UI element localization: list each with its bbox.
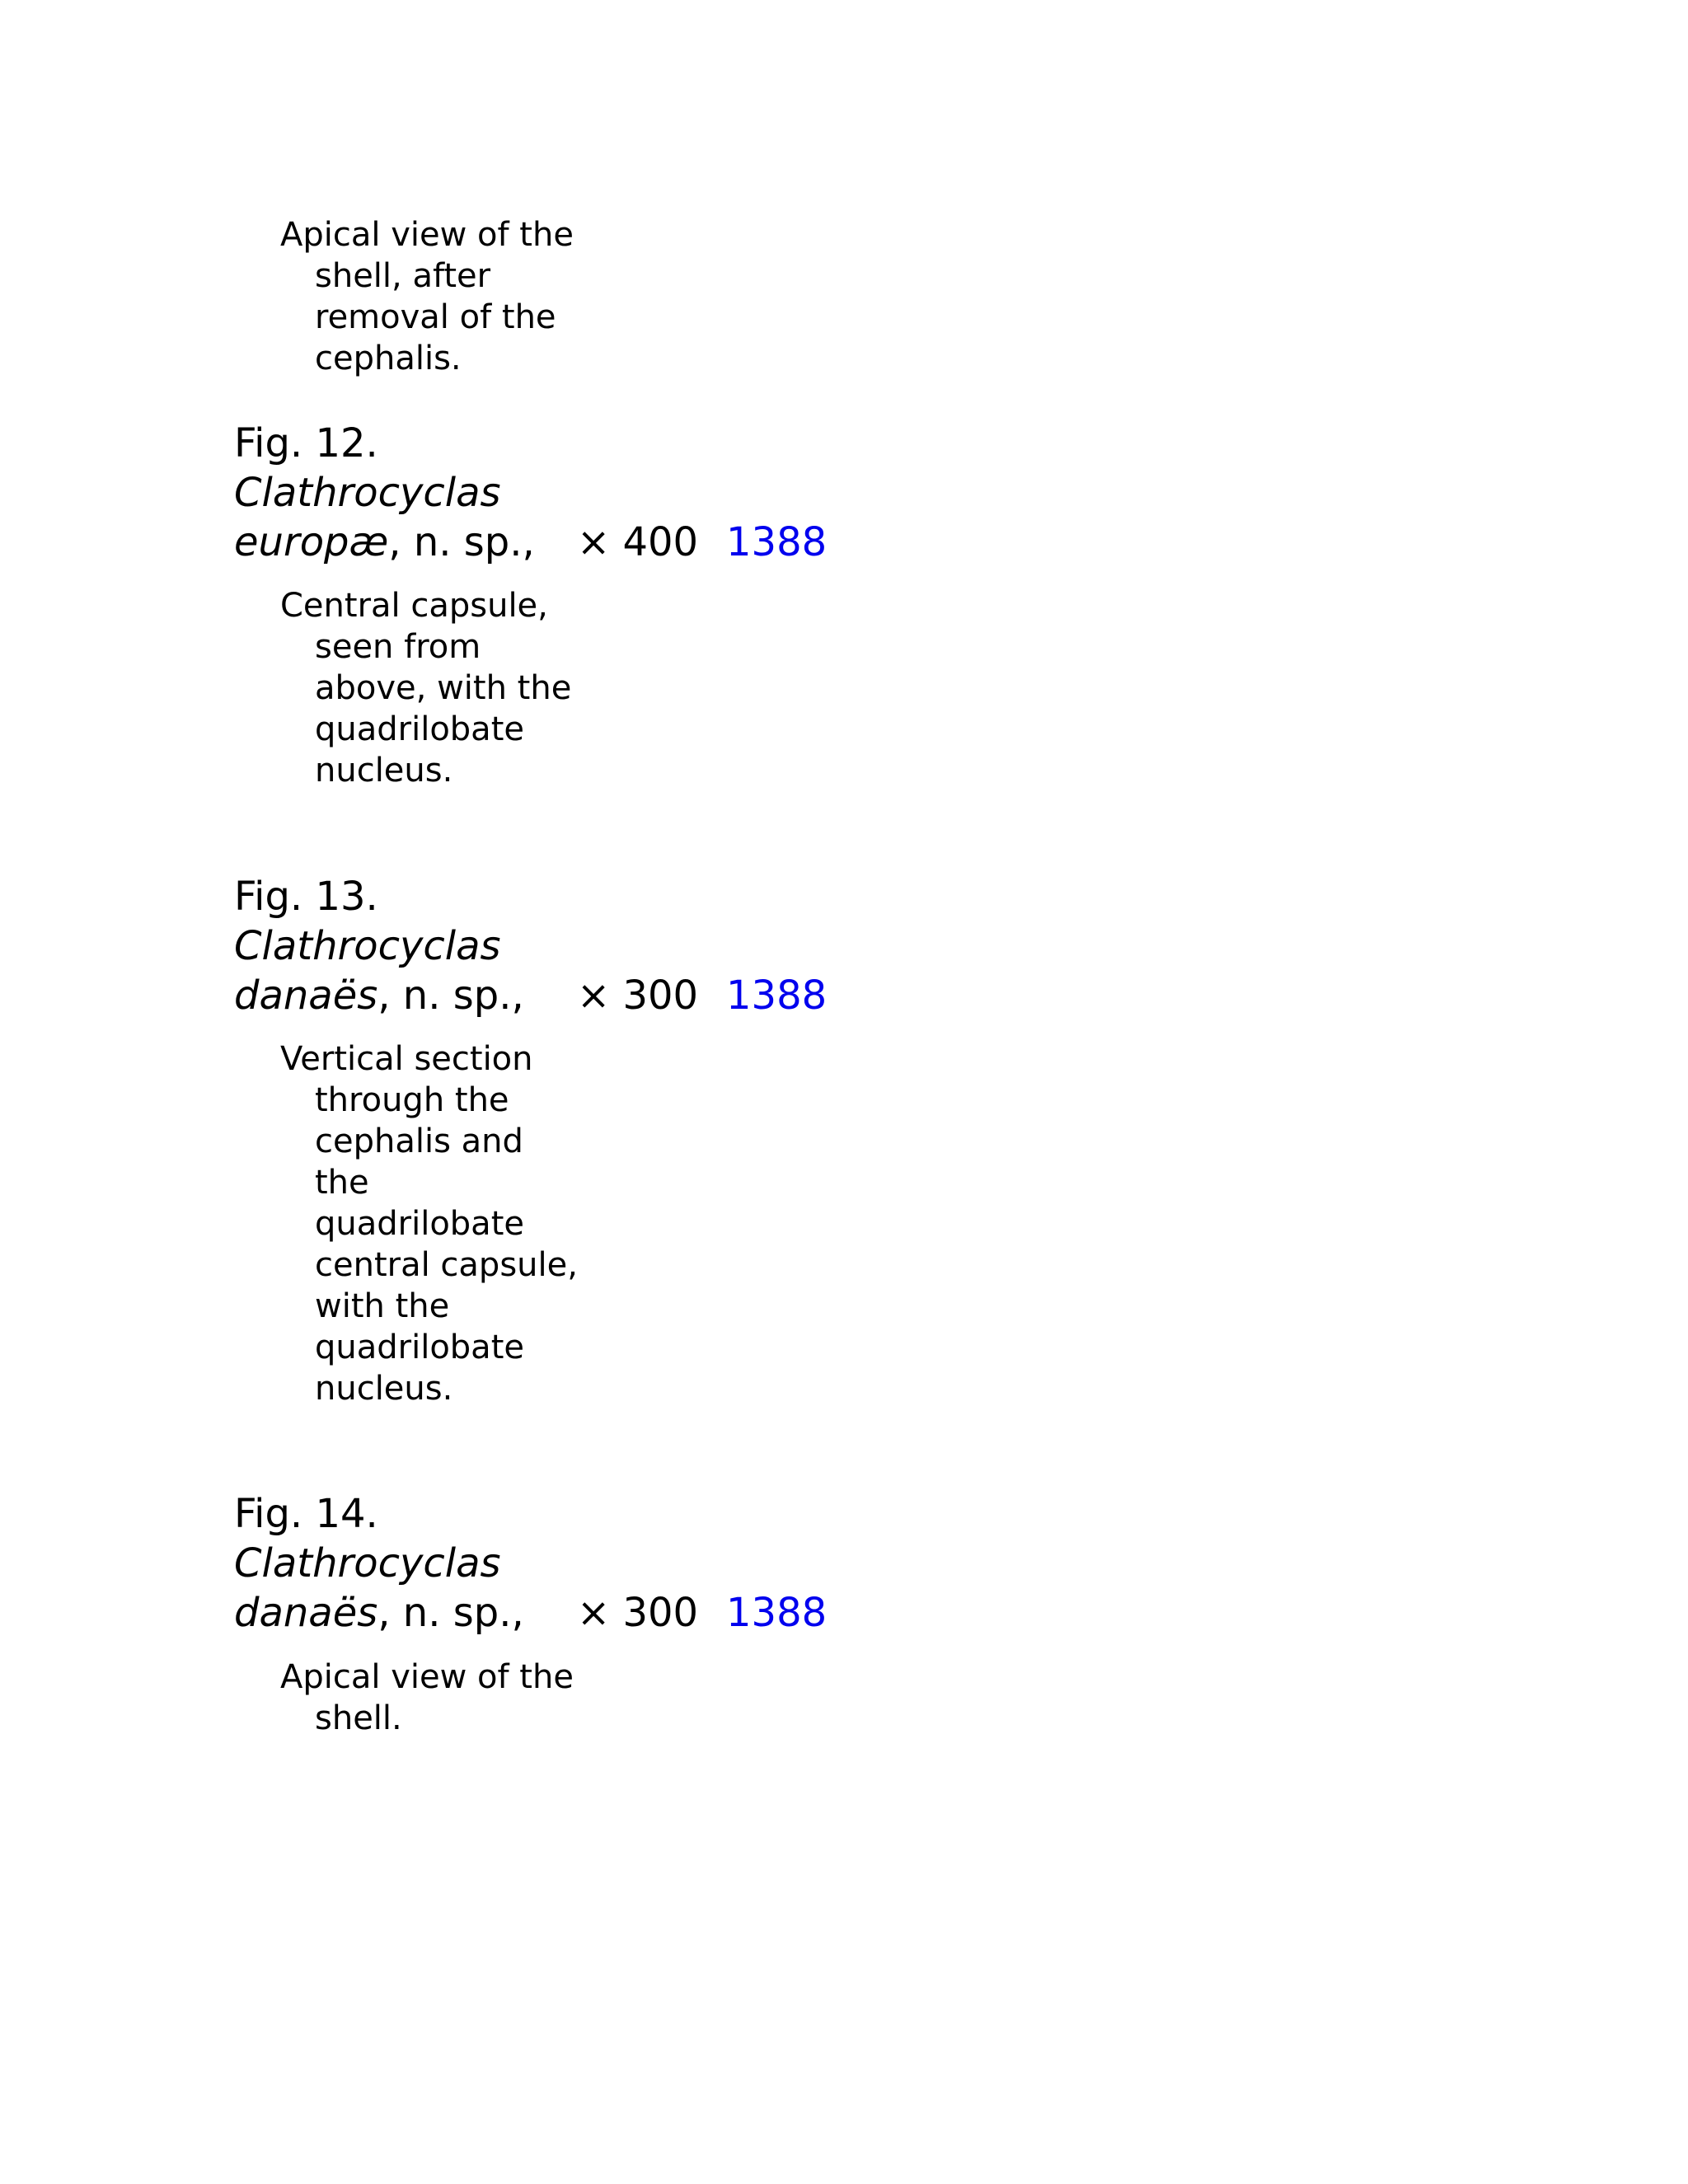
genus-name: Clathrocyclas [234, 1540, 501, 1586]
figure-entry-14 [234, 1489, 860, 1638]
species-name [234, 921, 564, 1020]
species-epithet: danaës [234, 972, 378, 1019]
species-suffix: , n. sp., [388, 519, 535, 565]
species-row [234, 921, 860, 1020]
fig-14-description: Apical view of the shell. [280, 1658, 574, 1737]
species-suffix: , n. sp., [377, 1590, 524, 1636]
species-name [234, 468, 564, 567]
page-link[interactable]: 1388 [726, 972, 828, 1019]
fig-13-description: Vertical section through the cephalis and the quadrilobate central capsule, with the quadrilobate nucleus. [280, 1040, 578, 1408]
species-row [234, 1539, 860, 1638]
figure-label: Fig. 13. [234, 874, 378, 920]
magnification: × 300 [577, 972, 699, 1019]
figure-entry-13 [234, 872, 860, 1020]
magnification: × 300 [577, 1590, 699, 1636]
figure-label: Fig. 12. [234, 420, 378, 466]
magnification: × 400 [577, 519, 699, 565]
page-link[interactable]: 1388 [726, 1590, 828, 1636]
genus-name: Clathrocyclas [234, 923, 501, 969]
page-link[interactable]: 1388 [726, 519, 828, 565]
species-suffix: , n. sp., [377, 972, 524, 1019]
figure-label: Fig. 14. [234, 1491, 378, 1537]
genus-name: Clathrocyclas [234, 470, 501, 516]
fig-12-description: Central capsule, seen from above, with the quadrilobate nucleus. [280, 587, 572, 790]
fig-11-description: Apical view of the shell, after removal of the cephalis. [280, 216, 574, 377]
species-epithet: danaës [234, 1590, 378, 1636]
figure-entry-12 [234, 419, 860, 567]
species-epithet: europæ [234, 519, 389, 565]
species-name [234, 1539, 564, 1638]
species-row [234, 468, 860, 567]
